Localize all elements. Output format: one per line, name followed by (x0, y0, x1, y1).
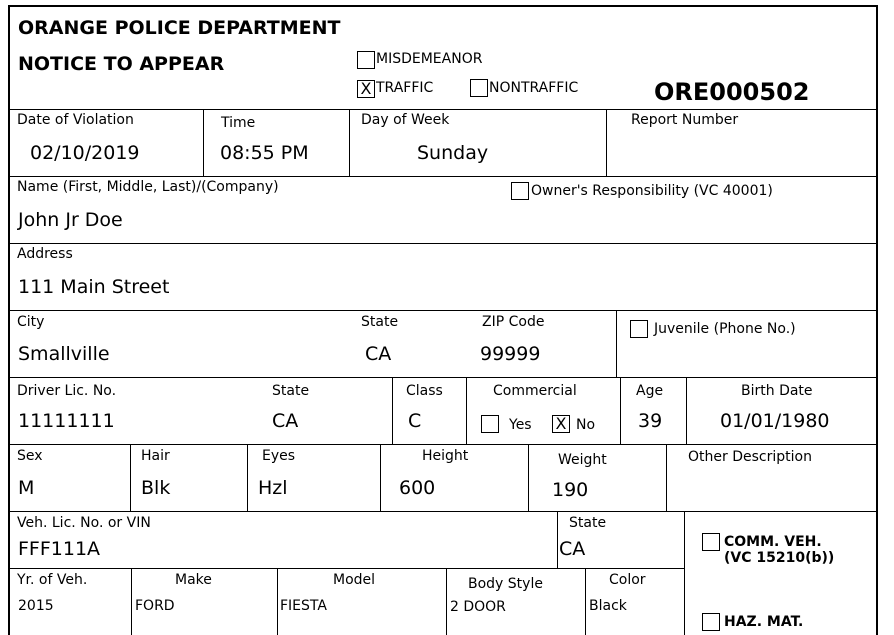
nontraffic-label: NONTRAFFIC (489, 80, 579, 96)
city-label: City (17, 314, 45, 330)
date-label: Date of Violation (17, 112, 134, 128)
vehicle-make-value: FORD (135, 598, 175, 614)
commercial-yes-checkbox[interactable] (481, 415, 499, 433)
divider (380, 444, 381, 511)
commercial-vehicle-code: (VC 15210(b)) (724, 550, 835, 566)
divider (131, 568, 132, 635)
city-value: Smallville (18, 343, 110, 365)
rule-vehicle (10, 568, 684, 569)
license-state-value: CA (272, 410, 299, 432)
sex-label: Sex (17, 448, 43, 464)
time-label: Time (221, 115, 256, 131)
vehicle-state-value: CA (559, 538, 586, 560)
divider (130, 444, 131, 511)
traffic-checkbox[interactable]: X (357, 80, 375, 98)
hazmat-checkbox[interactable] (702, 613, 720, 631)
department-title: ORANGE POLICE DEPARTMENT (18, 17, 341, 39)
vehicle-color-value: Black (589, 598, 627, 614)
name-label: Name (First, Middle, Last)/(Company) (17, 179, 279, 195)
weight-label: Weight (558, 452, 607, 468)
age-value: 39 (638, 410, 663, 432)
eyes-label: Eyes (262, 448, 296, 464)
hair-label: Hair (141, 448, 170, 464)
rule-address (10, 310, 878, 311)
divider (528, 444, 529, 511)
divider (557, 511, 558, 568)
divider (466, 377, 467, 444)
zip-label: ZIP Code (482, 314, 545, 330)
commercial-no-label: No (576, 417, 596, 433)
weight-value: 190 (552, 479, 589, 501)
body-style-value: 2 DOOR (450, 599, 506, 615)
zip-value: 99999 (480, 343, 541, 365)
juvenile-label: Juvenile (Phone No.) (654, 321, 796, 337)
juvenile-checkbox[interactable] (630, 320, 648, 338)
divider (686, 377, 687, 444)
day-label: Day of Week (361, 112, 450, 128)
rule-license (10, 444, 878, 445)
drivers-license-label: Driver Lic. No. (17, 383, 117, 399)
divider (620, 377, 621, 444)
time-value: 08:55 PM (220, 142, 309, 164)
divider (203, 109, 204, 176)
nontraffic-checkbox[interactable] (470, 79, 488, 97)
commercial-vehicle-label: COMM. VEH. (724, 534, 822, 550)
hazmat-label: HAZ. MAT. (724, 614, 804, 630)
other-description-label: Other Description (688, 449, 812, 465)
drivers-license-value: 11111111 (18, 410, 115, 432)
vehicle-model-label: Model (333, 572, 376, 588)
owner-responsibility-checkbox[interactable] (511, 182, 529, 200)
divider (446, 568, 447, 635)
class-label: Class (406, 383, 443, 399)
age-label: Age (636, 383, 664, 399)
body-style-label: Body Style (468, 576, 543, 592)
divider (277, 568, 278, 635)
eyes-value: Hzl (258, 477, 288, 499)
commercial-label: Commercial (493, 383, 577, 399)
divider (349, 109, 350, 176)
address-value: 111 Main Street (18, 276, 170, 298)
class-value: C (408, 410, 422, 432)
day-value: Sunday (417, 142, 489, 164)
rule-header (10, 109, 878, 110)
vehicle-model-value: FIESTA (280, 598, 327, 614)
date-value: 02/10/2019 (30, 142, 140, 164)
sex-value: M (18, 477, 35, 499)
notice-to-appear-form (8, 5, 878, 635)
divider (684, 511, 685, 635)
city-state-label: State (361, 314, 399, 330)
vehicle-license-label: Veh. Lic. No. or VIN (17, 515, 151, 531)
license-state-label: State (272, 383, 310, 399)
vehicle-year-label: Yr. of Veh. (17, 572, 88, 588)
rule-city (10, 377, 878, 378)
rule-physical (10, 511, 878, 512)
name-value: John Jr Doe (18, 209, 123, 231)
address-label: Address (17, 246, 73, 262)
rule-violation (10, 176, 878, 177)
vehicle-year-value: 2015 (18, 598, 54, 614)
commercial-yes-label: Yes (509, 417, 532, 433)
report-number-label: Report Number (631, 112, 739, 128)
divider (585, 568, 586, 635)
divider (616, 310, 617, 377)
owner-responsibility-label: Owner's Responsibility (VC 40001) (531, 183, 773, 199)
commercial-vehicle-checkbox[interactable] (702, 533, 720, 551)
birth-date-label: Birth Date (741, 383, 813, 399)
vehicle-license-value: FFF111A (18, 538, 101, 560)
divider (247, 444, 248, 511)
height-label: Height (422, 448, 469, 464)
misdemeanor-label: MISDEMEANOR (376, 51, 483, 67)
vehicle-state-label: State (569, 515, 607, 531)
city-state-value: CA (365, 343, 392, 365)
hair-value: Blk (141, 477, 171, 499)
birth-date-value: 01/01/1980 (720, 410, 830, 432)
height-value: 600 (399, 477, 436, 499)
vehicle-color-label: Color (609, 572, 646, 588)
commercial-no-checkbox[interactable]: X (552, 415, 570, 433)
misdemeanor-checkbox[interactable] (357, 51, 375, 69)
divider (666, 444, 667, 511)
traffic-label: TRAFFIC (376, 80, 434, 96)
notice-title: NOTICE TO APPEAR (18, 53, 225, 75)
citation-number: ORE000502 (654, 78, 810, 106)
rule-name (10, 243, 878, 244)
divider (606, 109, 607, 176)
vehicle-make-label: Make (175, 572, 212, 588)
divider (392, 377, 393, 444)
